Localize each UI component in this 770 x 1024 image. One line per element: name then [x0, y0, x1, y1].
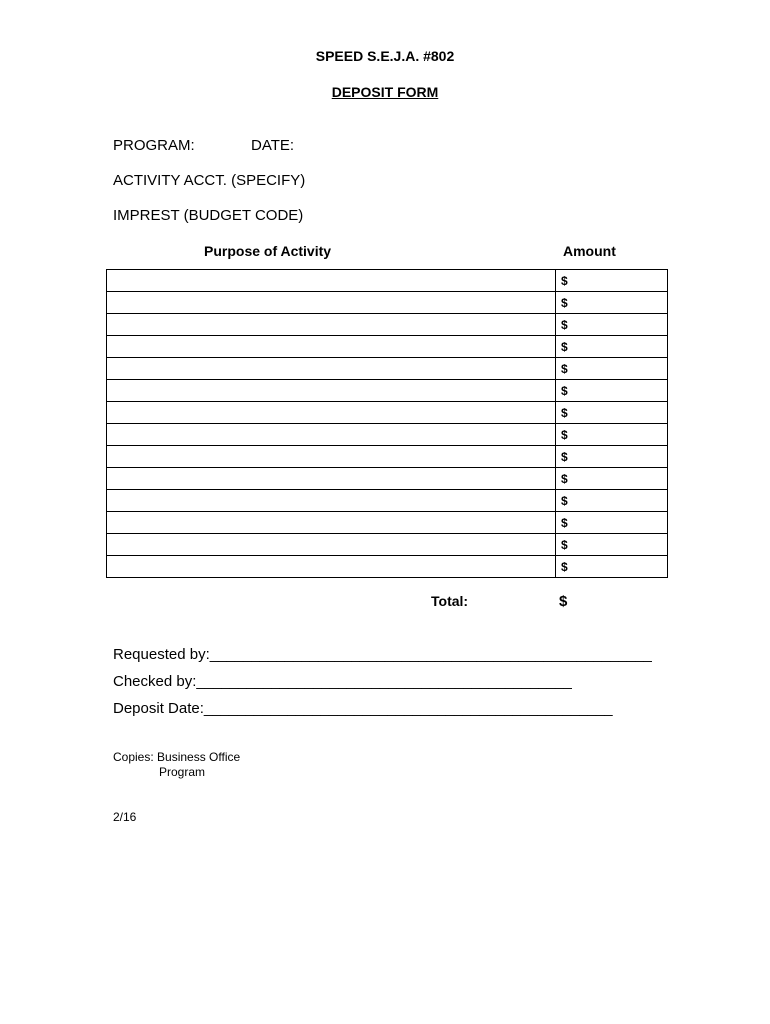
table-row [107, 556, 668, 578]
table-row [107, 270, 668, 292]
table-row [107, 468, 668, 490]
amount-column-header: Amount [563, 243, 616, 259]
purpose-cell[interactable] [107, 556, 556, 578]
table-row [107, 380, 668, 402]
copies-line-1: Copies: Business Office [113, 750, 241, 764]
purpose-cell[interactable] [107, 490, 556, 512]
amount-cell[interactable]: $ [556, 270, 668, 292]
table-row [107, 314, 668, 336]
purpose-cell[interactable] [107, 380, 556, 402]
date-label: DATE: [251, 137, 295, 154]
purpose-cell[interactable] [107, 336, 556, 358]
purpose-cell[interactable] [107, 468, 556, 490]
table-row [107, 446, 668, 468]
form-title [0, 84, 770, 100]
deposit-table-body [107, 270, 668, 578]
total-label: Total: [431, 593, 469, 609]
amount-cell[interactable]: $ [556, 336, 668, 358]
form-title-text: DEPOSIT FORM [331, 84, 439, 100]
deposit-date-line: Deposit Date:_________________________________________________ [113, 700, 613, 717]
amount-cell[interactable]: $ [556, 534, 668, 556]
amount-cell[interactable]: $ [556, 468, 668, 490]
program-label: PROGRAM: [113, 137, 195, 154]
amount-cell[interactable]: $ [556, 358, 668, 380]
copies-line-2: Program [159, 765, 206, 779]
activity-account-label: ACTIVITY ACCT. (SPECIFY) [113, 172, 306, 189]
amount-cell[interactable]: $ [556, 556, 668, 578]
purpose-cell[interactable] [107, 314, 556, 336]
purpose-cell[interactable] [107, 534, 556, 556]
organization-title: SPEED S.E.J.A. #802 [315, 48, 455, 64]
purpose-column-header: Purpose of Activity [204, 243, 332, 259]
purpose-cell[interactable] [107, 424, 556, 446]
purpose-cell[interactable] [107, 358, 556, 380]
amount-cell[interactable]: $ [556, 490, 668, 512]
purpose-cell[interactable] [107, 292, 556, 314]
deposit-table [106, 269, 668, 578]
purpose-cell[interactable] [107, 270, 556, 292]
imprest-budget-code-label: IMPREST (BUDGET CODE) [113, 207, 304, 224]
checked-by-line: Checked by:_____________________________________________ [113, 673, 572, 690]
purpose-cell[interactable] [107, 446, 556, 468]
amount-cell[interactable]: $ [556, 446, 668, 468]
amount-cell[interactable]: $ [556, 292, 668, 314]
table-row [107, 402, 668, 424]
table-row [107, 490, 668, 512]
purpose-cell[interactable] [107, 512, 556, 534]
amount-cell[interactable]: $ [556, 314, 668, 336]
table-row [107, 512, 668, 534]
revision-date: 2/16 [113, 810, 137, 824]
table-row [107, 358, 668, 380]
table-row [107, 534, 668, 556]
table-row [107, 424, 668, 446]
amount-cell[interactable]: $ [556, 424, 668, 446]
amount-cell[interactable]: $ [556, 380, 668, 402]
requested-by-line: Requested by:_____________________________________________________ [113, 646, 652, 663]
amount-cell[interactable]: $ [556, 512, 668, 534]
table-row [107, 336, 668, 358]
table-row [107, 292, 668, 314]
purpose-cell[interactable] [107, 402, 556, 424]
total-amount: $ [559, 593, 568, 610]
amount-cell[interactable]: $ [556, 402, 668, 424]
